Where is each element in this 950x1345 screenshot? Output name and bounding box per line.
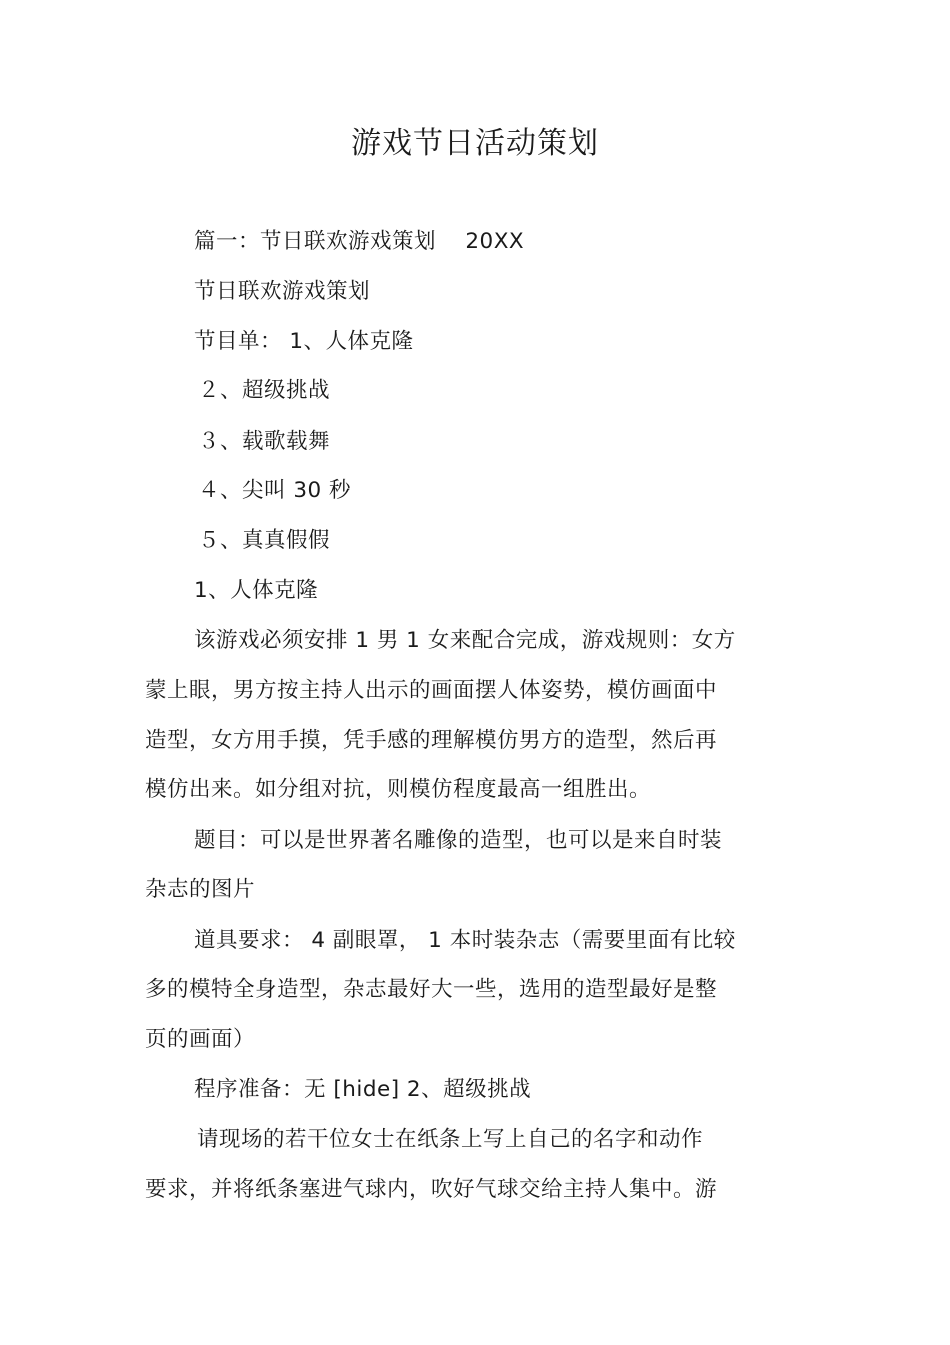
paragraph-line: 页的画面）: [145, 1027, 256, 1052]
paragraph-line: 节目单： 1、人体克隆: [194, 329, 414, 354]
list-item: ２、超级挑战: [198, 378, 331, 403]
paragraph-line: 节日联欢游戏策划: [194, 279, 371, 304]
paragraph-line: 道具要求： 4 副眼罩， 1 本时装杂志（需要里面有比较: [194, 928, 736, 953]
paragraph-line: 题目：可以是世界著名雕像的造型，也可以是来自时装: [194, 828, 723, 853]
paragraph-line: 多的模特全身造型，杂志最好大一些，选用的造型最好是整: [145, 977, 718, 1002]
paragraph-line: 杂志的图片: [145, 877, 256, 902]
paragraph-line: 请现场的若干位女士在纸条上写上自己的名字和动作: [197, 1127, 704, 1152]
paragraph-line: 该游戏必须安排 1 男 1 女来配合完成，游戏规则：女方: [194, 628, 736, 653]
paragraph-line: 要求，并将纸条塞进气球内，吹好气球交给主持人集中。游: [145, 1177, 718, 1202]
paragraph-line: 程序准备：无 [hide] 2、超级挑战: [194, 1077, 532, 1102]
list-item: ５、真真假假: [198, 528, 331, 553]
paragraph-line: 蒙上眼，男方按主持人出示的画面摆人体姿势，模仿画面中: [145, 678, 718, 703]
paragraph-line: 造型，女方用手摸，凭手感的理解模仿男方的造型，然后再: [145, 728, 718, 753]
section-heading: 1、人体克隆: [194, 578, 319, 603]
list-item: ３、载歌载舞: [198, 429, 331, 454]
list-item: ４、尖叫 30 秒: [198, 478, 352, 503]
paragraph-line: 模仿出来。如分组对抗，则模仿程度最高一组胜出。: [145, 777, 652, 802]
document-title: 游戏节日活动策划: [351, 126, 599, 161]
paragraph-line: 篇一：节日联欢游戏策划 20XX: [194, 229, 525, 254]
